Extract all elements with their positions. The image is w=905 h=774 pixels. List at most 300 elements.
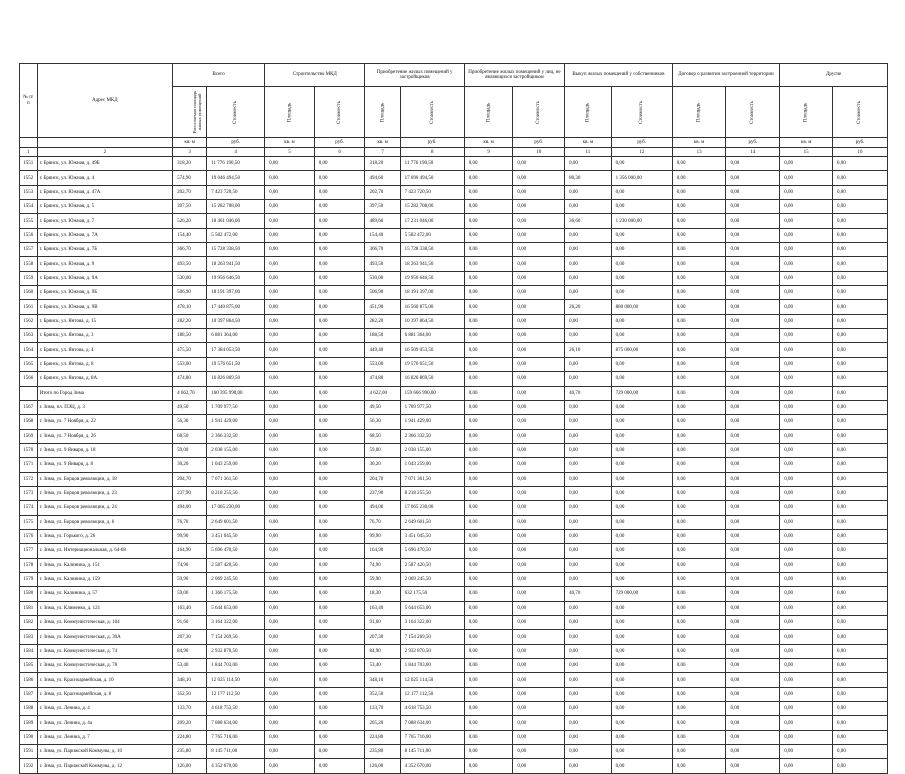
value-cell: 0,00 (726, 745, 780, 759)
value-cell: 0,00 (833, 544, 888, 558)
value-cell: 0,00 (565, 730, 612, 744)
value-cell: 0,00 (464, 630, 513, 644)
value-cell: 0,00 (672, 644, 726, 658)
value-cell: 188,50 (173, 329, 207, 343)
value-cell: 36,60 (565, 214, 612, 228)
value-cell: 1 043 259,00 (207, 458, 265, 472)
value-cell: 0,00 (726, 529, 780, 543)
value-cell: 0,00 (513, 214, 565, 228)
units-cell-empty (20, 138, 38, 148)
value-cell: 0,00 (513, 171, 565, 185)
row-number-cell: 1577 (20, 544, 38, 558)
value-cell: 7 423 720,50 (207, 185, 265, 199)
value-cell: 0,00 (780, 314, 833, 328)
value-cell: 0,00 (513, 572, 565, 586)
value-cell: 0,00 (265, 601, 315, 615)
value-cell: 0,00 (611, 228, 672, 242)
value-cell: 0,00 (611, 257, 672, 271)
row-number-cell: 1576 (20, 529, 38, 543)
value-cell: 0,00 (833, 286, 888, 300)
value-cell: 84,90 (365, 644, 400, 658)
value-cell: 0,00 (265, 616, 315, 630)
table-row (20, 372, 888, 386)
value-cell: 126,00 (173, 759, 207, 773)
value-cell: 348,10 (365, 673, 400, 687)
subcolumn-header-label: Стоимость (639, 100, 645, 124)
value-cell: 0,00 (464, 486, 513, 500)
value-cell: 0,00 (672, 529, 726, 543)
value-cell: 12 025 114,50 (400, 673, 464, 687)
subcolumn-header (726, 87, 780, 138)
table-row (20, 400, 888, 414)
row-number-cell: 1560 (20, 286, 38, 300)
value-cell: 0,00 (611, 400, 672, 414)
value-cell: 237,90 (365, 486, 400, 500)
address-cell: г. Брянск, ул. Южная, д. 7 (37, 214, 173, 228)
value-cell: 0,00 (833, 759, 888, 773)
value-cell: 0,00 (672, 616, 726, 630)
address-cell: г. Зима, ул. Ленина, д. 7 (37, 730, 173, 744)
value-cell: 0,00 (513, 745, 565, 759)
value-cell: 0,00 (265, 659, 315, 673)
address-cell: г. Зима, ул. Борцов революции, д. 23 (37, 486, 173, 500)
value-cell: 1 366 175,50 (207, 587, 265, 601)
unit-cell: кв. м (464, 138, 513, 148)
value-cell: 0,00 (833, 243, 888, 257)
value-cell: 0,00 (565, 157, 612, 171)
address-cell: г. Зима, ул. Красноармейская, д. 10 (37, 673, 173, 687)
value-cell: 0,00 (672, 558, 726, 572)
value-cell: 0,00 (513, 544, 565, 558)
row-number-cell: 1582 (20, 616, 38, 630)
value-cell: 553,00 (173, 357, 207, 371)
value-cell: 632 175,50 (400, 587, 464, 601)
table-row (20, 243, 888, 257)
value-cell: 0,00 (464, 429, 513, 443)
column-number-cell: 4 (207, 148, 265, 157)
address-cell: г. Брянск, ул. Южная, д. 9А (37, 271, 173, 285)
row-number-cell: 1563 (20, 329, 38, 343)
value-cell: 0,00 (780, 372, 833, 386)
address-cell: г. Брянск, ул. Янтова, д. 8 (37, 357, 173, 371)
value-cell: 2 038 155,00 (207, 443, 265, 457)
table-row (20, 343, 888, 357)
value-cell: 0,00 (513, 400, 565, 414)
row-number-cell: 1580 (20, 587, 38, 601)
address-cell: г. Брянск, ул. Южная, д. 49Б (37, 157, 173, 171)
value-cell: 15 282 708,00 (400, 200, 464, 214)
address-cell: г. Брянск, ул. Южная, д. 7А (37, 228, 173, 242)
value-cell: 0,00 (780, 659, 833, 673)
value-cell: 0,00 (726, 157, 780, 171)
value-cell: 0,00 (672, 630, 726, 644)
table-row (20, 329, 888, 343)
value-cell: 0,00 (726, 486, 780, 500)
value-cell: 0,00 (565, 716, 612, 730)
value-cell: 0,00 (726, 673, 780, 687)
value-cell: 0,00 (265, 372, 315, 386)
value-cell: 0,00 (265, 214, 315, 228)
address-cell: г. Зима, ул. Ленина, д. 4а (37, 716, 173, 730)
value-cell: 0,00 (833, 443, 888, 457)
value-cell: 5 582 472,00 (400, 228, 464, 242)
value-cell: 0,00 (833, 300, 888, 314)
value-cell: 5 582 472,00 (207, 228, 265, 242)
value-cell: 0,00 (611, 659, 672, 673)
value-cell: 318,20 (173, 157, 207, 171)
address-cell: г. Зима, ул. Красноармейская, д. 8 (37, 687, 173, 701)
value-cell: 0,00 (265, 343, 315, 357)
subcolumn-header-label: Стоимость (857, 100, 863, 124)
value-cell: 0,00 (314, 300, 365, 314)
value-cell: 163,40 (173, 601, 207, 615)
value-cell: 0,00 (780, 730, 833, 744)
value-cell: 0,00 (726, 314, 780, 328)
value-cell: 40,70 (565, 386, 612, 400)
value-cell: 0,00 (265, 745, 315, 759)
table-row (20, 443, 888, 457)
value-cell: 0,00 (565, 286, 612, 300)
value-cell: 0,00 (611, 616, 672, 630)
value-cell: 2 366 332,50 (207, 429, 265, 443)
value-cell: 0,00 (672, 157, 726, 171)
value-cell: 18 461 046,00 (207, 214, 265, 228)
value-cell: 0,00 (314, 271, 365, 285)
address-cell: г. Брянск, ул. Южная, д. 9В (37, 300, 173, 314)
value-cell: 0,00 (780, 558, 833, 572)
value-cell: 0,00 (780, 357, 833, 371)
value-cell: 0,00 (780, 443, 833, 457)
group-header-row (20, 64, 888, 87)
value-cell: 0,00 (265, 171, 315, 185)
value-cell: 0,00 (464, 443, 513, 457)
value-cell: 0,00 (780, 415, 833, 429)
value-cell: 1 844 703,00 (400, 659, 464, 673)
table-row (20, 271, 888, 285)
value-cell: 0,00 (464, 157, 513, 171)
value-cell: 0,00 (726, 587, 780, 601)
value-cell: 0,00 (265, 257, 315, 271)
value-cell: 0,00 (565, 443, 612, 457)
value-cell: 0,00 (513, 286, 565, 300)
table-row (20, 745, 888, 759)
address-cell: г. Зима, ул. Калинина, д. 159 (37, 572, 173, 586)
value-cell: 0,00 (672, 372, 726, 386)
value-cell: 0,00 (672, 730, 726, 744)
value-cell: 16 509 053,50 (400, 343, 464, 357)
value-cell: 0,00 (565, 200, 612, 214)
value-cell: 18 191 397,00 (207, 286, 265, 300)
value-cell: 7 071 361,50 (400, 472, 464, 486)
value-cell: 0,00 (314, 343, 365, 357)
value-cell: 0,00 (726, 386, 780, 400)
value-cell: 0,00 (726, 616, 780, 630)
value-cell: 0,00 (314, 443, 365, 457)
value-cell: 0,00 (726, 357, 780, 371)
value-cell: 7 765 716,00 (400, 730, 464, 744)
row-number-cell: 1564 (20, 343, 38, 357)
value-cell: 76,70 (365, 515, 400, 529)
value-cell: 0,00 (265, 314, 315, 328)
value-cell: 0,00 (265, 644, 315, 658)
value-cell: 0,00 (513, 616, 565, 630)
value-cell: 0,00 (314, 644, 365, 658)
value-cell: 729 000,00 (611, 386, 672, 400)
column-number-cell: 10 (513, 148, 565, 157)
value-cell: 489,60 (365, 214, 400, 228)
value-cell: 0,00 (565, 659, 612, 673)
subcolumn-header (265, 87, 315, 138)
value-cell: 188,50 (365, 329, 400, 343)
table-row (20, 300, 888, 314)
value-cell: 18 263 941,50 (207, 257, 265, 271)
address-cell: г. Зима, ул. 9 Января, д. 8 (37, 458, 173, 472)
value-cell: 99,90 (365, 529, 400, 543)
table-row (20, 601, 888, 615)
value-cell: 0,00 (611, 415, 672, 429)
value-cell: 0,00 (314, 687, 365, 701)
value-cell: 0,00 (265, 472, 315, 486)
value-cell: 4 352 670,00 (400, 759, 464, 773)
value-cell: 0,00 (780, 601, 833, 615)
value-cell: 0,00 (464, 386, 513, 400)
value-cell: 0,00 (833, 171, 888, 185)
row-number-cell: 1555 (20, 214, 38, 228)
value-cell: 2 932 870,50 (207, 644, 265, 658)
value-cell: 0,00 (314, 286, 365, 300)
value-cell: 4 352 670,00 (207, 759, 265, 773)
unit-cell: руб. (726, 138, 780, 148)
value-cell: 0,00 (464, 400, 513, 414)
value-cell: 12 025 114,50 (207, 673, 265, 687)
value-cell: 0,00 (726, 415, 780, 429)
value-cell: 2 366 332,50 (400, 429, 464, 443)
subcolumn-header (672, 87, 726, 138)
value-cell: 0,00 (611, 458, 672, 472)
value-cell: 366,70 (365, 243, 400, 257)
value-cell: 0,00 (314, 458, 365, 472)
column-number-cell: 7 (365, 148, 400, 157)
column-number-cell: 3 (173, 148, 207, 157)
value-cell: 0,00 (464, 759, 513, 773)
value-cell: 0,00 (780, 501, 833, 515)
row-number-cell: 1565 (20, 357, 38, 371)
value-cell: 526,20 (173, 214, 207, 228)
value-cell: 0,00 (672, 716, 726, 730)
value-cell: 0,00 (726, 343, 780, 357)
subcolumn-header (400, 87, 464, 138)
value-cell: 0,00 (464, 257, 513, 271)
value-cell: 0,00 (726, 185, 780, 199)
value-cell: 553,00 (365, 357, 400, 371)
column-number-cell: 2 (37, 148, 173, 157)
value-cell: 0,00 (672, 300, 726, 314)
value-cell: 0,00 (314, 659, 365, 673)
value-cell: 0,00 (726, 257, 780, 271)
value-cell: 2 069 245,50 (400, 572, 464, 586)
column-number-cell: 5 (265, 148, 315, 157)
value-cell: 59,00 (173, 443, 207, 457)
value-cell: 0,00 (464, 572, 513, 586)
row-number-cell: 1569 (20, 429, 38, 443)
address-cell: г. Зима, ул. Борцов революции, д. 6 (37, 515, 173, 529)
value-cell: 133,70 (173, 702, 207, 716)
value-cell: 0,00 (265, 544, 315, 558)
value-cell: 0,00 (513, 702, 565, 716)
value-cell: 0,00 (672, 501, 726, 515)
row-number-cell: 1583 (20, 630, 38, 644)
value-cell: 0,00 (265, 243, 315, 257)
value-cell: 11 776 190,50 (400, 157, 464, 171)
address-cell: г. Зима, пл. ПЭЦ, д. 3 (37, 400, 173, 414)
value-cell: 0,00 (464, 372, 513, 386)
address-cell: г. Зима, ул. Борцов революции, д. 18 (37, 472, 173, 486)
address-cell: г. Брянск, ул. Янтова, д. 4 (37, 343, 173, 357)
value-cell: 30,20 (365, 458, 400, 472)
value-cell: 0,00 (265, 429, 315, 443)
value-cell: 0,00 (780, 458, 833, 472)
value-cell: 0,00 (314, 415, 365, 429)
value-cell: 0,00 (464, 616, 513, 630)
value-cell: 282,20 (365, 314, 400, 328)
value-cell: 204,70 (173, 472, 207, 486)
value-cell: 0,00 (780, 243, 833, 257)
address-cell: г. Брянск, ул. Южная, д. 9Б (37, 286, 173, 300)
value-cell: 0,00 (265, 185, 315, 199)
value-cell: 0,00 (726, 429, 780, 443)
unit-cell: кв. м (365, 138, 400, 148)
value-cell: 17 065 230,00 (207, 501, 265, 515)
value-cell: 0,00 (611, 687, 672, 701)
value-cell: 59,90 (365, 572, 400, 586)
address-header: Адрес МКД (37, 64, 173, 138)
value-cell: 0,00 (513, 185, 565, 199)
value-cell: 494,00 (365, 501, 400, 515)
value-cell: 0,00 (780, 644, 833, 658)
value-cell: 0,00 (672, 214, 726, 228)
value-cell: 0,00 (672, 314, 726, 328)
value-cell: 2 649 601,50 (207, 515, 265, 529)
value-cell: 12 177 112,50 (400, 687, 464, 701)
value-cell: 0,00 (833, 687, 888, 701)
value-cell: 0,00 (314, 587, 365, 601)
value-cell: 0,00 (672, 415, 726, 429)
value-cell: 59,00 (173, 587, 207, 601)
value-cell: 0,00 (513, 443, 565, 457)
value-cell: 352,50 (173, 687, 207, 701)
value-cell: 0,00 (726, 515, 780, 529)
address-cell: г. Брянск, ул. Южная, д. 47А (37, 185, 173, 199)
value-cell: 0,00 (265, 587, 315, 601)
group-header-purchase-developer: Приобретение жилых помещений у застройщиков (365, 64, 464, 87)
value-cell: 0,00 (565, 271, 612, 285)
value-cell: 56,30 (173, 415, 207, 429)
value-cell: 0,00 (565, 759, 612, 773)
subcolumn-header (464, 87, 513, 138)
address-cell: г. Зима, ул. Клименко, д. 121 (37, 601, 173, 615)
value-cell: 3 451 045,50 (207, 529, 265, 543)
value-cell: 7 765 716,00 (207, 730, 265, 744)
value-cell: 224,80 (365, 730, 400, 744)
value-cell: 0,00 (780, 587, 833, 601)
value-cell: 0,00 (513, 472, 565, 486)
subcolumn-header-label: Стоимость (750, 100, 756, 124)
table-row (20, 472, 888, 486)
value-cell: 0,00 (314, 214, 365, 228)
value-cell: 0,00 (780, 343, 833, 357)
value-cell: 0,00 (611, 286, 672, 300)
address-cell: г. Зима, ул. Борцов революции, д. 24 (37, 501, 173, 515)
table-row (20, 415, 888, 429)
value-cell: 204,70 (365, 472, 400, 486)
value-cell: 0,00 (314, 486, 365, 500)
value-cell: 0,00 (565, 501, 612, 515)
value-cell: 0,00 (265, 558, 315, 572)
value-cell: 0,00 (565, 529, 612, 543)
row-number-cell: 1590 (20, 730, 38, 744)
value-cell: 0,00 (565, 257, 612, 271)
value-cell: 17 690 494,50 (400, 171, 464, 185)
value-cell: 0,00 (672, 587, 726, 601)
table-row (20, 515, 888, 529)
value-cell: 0,00 (265, 458, 315, 472)
subcolumn-header-label: Площадь (803, 102, 809, 122)
address-cell: г. Брянск, ул. Южная, д. 9 (37, 257, 173, 271)
value-cell: 0,00 (611, 515, 672, 529)
subtotal-row (20, 386, 888, 400)
value-cell: 0,00 (611, 357, 672, 371)
value-cell: 0,00 (464, 687, 513, 701)
row-number-cell: 1584 (20, 644, 38, 658)
value-cell: 7 071 361,50 (207, 472, 265, 486)
value-cell: 348,10 (173, 673, 207, 687)
value-cell: 0,00 (513, 271, 565, 285)
value-cell: 209,20 (173, 716, 207, 730)
value-cell: 352,50 (365, 687, 400, 701)
value-cell: 11 776 190,50 (207, 157, 265, 171)
table-row (20, 716, 888, 730)
value-cell: 0,00 (314, 529, 365, 543)
value-cell: 1 941 429,00 (400, 415, 464, 429)
value-cell: 0,00 (464, 745, 513, 759)
value-cell: 8 145 711,00 (400, 745, 464, 759)
value-cell: 0,00 (611, 601, 672, 615)
value-cell: 0,00 (513, 529, 565, 543)
unit-cell: руб. (207, 138, 265, 148)
value-cell: 3 164 322,00 (400, 616, 464, 630)
value-cell: 0,00 (672, 257, 726, 271)
value-cell: 0,00 (464, 529, 513, 543)
row-number-cell: 1581 (20, 601, 38, 615)
value-cell: 133,70 (365, 702, 400, 716)
value-cell: 0,00 (265, 300, 315, 314)
subcolumn-header (833, 87, 888, 138)
value-cell: 0,00 (513, 372, 565, 386)
value-cell: 19 956 646,50 (400, 271, 464, 285)
row-number-cell: 1551 (20, 157, 38, 171)
value-cell: 0,00 (513, 429, 565, 443)
value-cell: 0,00 (833, 630, 888, 644)
unit-cell: руб. (833, 138, 888, 148)
value-cell: 0,00 (513, 458, 565, 472)
value-cell: 0,00 (611, 730, 672, 744)
value-cell: 0,00 (314, 572, 365, 586)
value-cell: 0,00 (513, 601, 565, 615)
value-cell: 4 662,70 (173, 386, 207, 400)
value-cell: 0,00 (833, 271, 888, 285)
column-numbers-row (20, 148, 888, 157)
group-header-development-agreement: Договор о развитии застроенной территории (672, 64, 780, 87)
